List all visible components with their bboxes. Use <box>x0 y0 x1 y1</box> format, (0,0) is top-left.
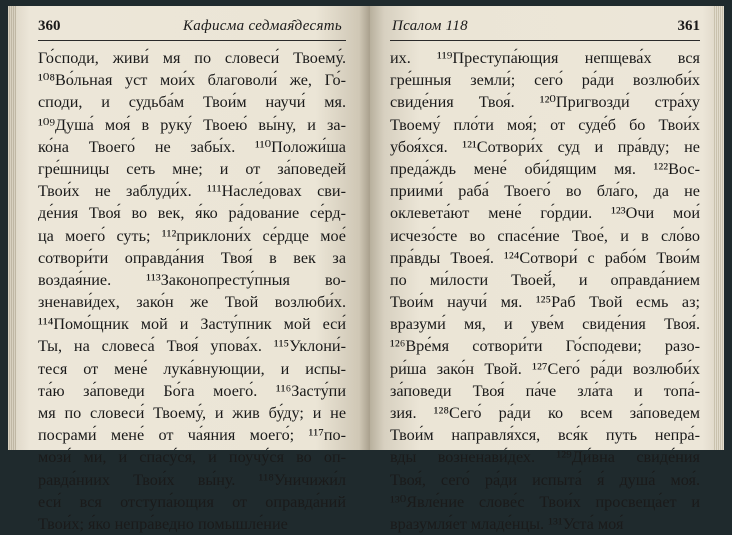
running-title-right: Псалом 118 <box>392 18 468 34</box>
text-line: Твои́м направля́хся, вся́к путь непра́- <box>390 426 700 445</box>
left-page-header <box>38 12 346 41</box>
text-line: Твои́м научи́ мя. ¹²⁵Раб Твой есмь аз; <box>390 293 700 312</box>
text-line: мози́ ми, и спасу́ся, и поучу́ся во оп- <box>38 448 346 467</box>
text-line: зненави́дех, зако́н же Твой возлюби́х. <box>38 293 346 312</box>
text-line: та́ю за́поведи Бо́га моего́. ¹¹⁶Засту́пи <box>38 381 346 400</box>
text-line: оклевета́ют мене́ го́рдии. ¹²³Очи мои́ <box>390 204 700 223</box>
text-line: приими́ раба́ Твоего́ во бла́го, да не <box>390 182 700 201</box>
text-line: свиде́ния Твоя́. ¹²⁰Пригвозди́ стра́ху <box>390 93 700 112</box>
text-line: их. ¹¹⁹Преступа́ющия непщева́х вся <box>390 49 700 67</box>
text-line: ко́на Твоего́ не забы́х. ¹¹⁰Положи́ша <box>38 137 346 156</box>
text-line: ¹⁰⁹Душа́ моя́ в руку́ Твоею́ вы́ну, и за- <box>38 115 346 134</box>
text-line: де́ния Твоя́ во век, я́ко ра́дование се́рд- <box>38 204 346 223</box>
text-line: мя по словеси́ Твоему́, и жив бу́ду; и не <box>38 404 346 422</box>
text-line: Твои́х не заблуди́х. ¹¹¹Насле́довах сви- <box>38 182 346 201</box>
text-line: ¹³⁰Явле́ние слове́с Твои́х просвеща́ет и <box>390 492 700 511</box>
text-line: зия. ¹²⁸Сего́ ра́ди ко всем за́поведем <box>390 404 700 422</box>
text-line: еси́ вся отступа́ющия от оправда́ний <box>38 492 346 511</box>
right-page-header <box>390 12 700 41</box>
text-line: ¹¹⁴Помо́щник мой и Засту́пник мой еси́ <box>38 315 346 334</box>
page-edges-left <box>8 6 16 450</box>
text-line: Ты, на словеса́ Твоя́ упова́х. ¹¹⁵Уклони́- <box>38 337 346 356</box>
text-line: ¹⁰⁸Во́льная уст мои́х благоволи́ же, Го́- <box>38 71 346 90</box>
text-line: вразумля́ет младе́нцы. ¹³¹Уста́ моя́ <box>390 514 624 533</box>
text-line: преда́ждь мене́ оби́дящим мя. ¹²²Вос- <box>390 159 700 178</box>
text-line: гре́шныя земли́; сего́ ра́ди возлюби́х <box>390 71 700 90</box>
text-line: вды возненави́дех. ¹²⁹Ди́вна свиде́ния <box>390 448 700 467</box>
right-page <box>370 6 724 533</box>
text-line: гре́шницы сеть мне; и от за́поведей <box>38 159 346 178</box>
text-line: пра́вды Твоея́. ¹²⁴Сотвори́ с рабо́м Твои́м <box>390 248 700 267</box>
right-page-text <box>390 47 700 535</box>
text-line: Твои́х; я́ко непра́ведно помышле́ние <box>38 514 288 533</box>
text-line: сотвори́ти оправда́ния Твоя́ в век за <box>38 248 346 267</box>
text-line: убоя́хся. ¹²¹Сотвори́х суд и пра́вду; не <box>390 137 700 156</box>
book-spread <box>8 6 724 533</box>
text-line: вразуми́ мя, и уве́м свиде́ния Твоя́. <box>390 315 700 334</box>
page-number-left: 360 <box>38 18 61 34</box>
text-line: Твоему́ пло́ти моя́; от суде́б бо Твои́х <box>390 115 700 134</box>
text-line: посрами́ мене́ от ча́яния моего́; ¹¹⁷по- <box>38 426 346 445</box>
text-line: по ми́лости Твоей́, и оправда́нием <box>390 270 700 289</box>
text-line: ¹²⁶Вре́мя сотвори́ти Го́сподеви; разо- <box>390 337 700 356</box>
text-line: теся от мене́ лука́внующии, и испы- <box>38 359 346 378</box>
page-edges-right <box>714 6 724 450</box>
text-line: равда́ниих Твои́х вы́ну. ¹¹⁸Уничижи́л <box>38 470 346 489</box>
left-page-text <box>38 47 346 535</box>
text-line: Твоя́, сего́ ра́ди испыта́ я́ душа́ моя́. <box>390 470 700 489</box>
page-number-right: 361 <box>677 18 700 34</box>
text-line: ца моего́ суть; ¹¹²приклони́х се́рдце мое́ <box>38 226 346 245</box>
text-line: воздая́ние. ¹¹³Законопресту́пныя во- <box>38 270 346 289</box>
text-line: за́поведи Твоя́ па́че зла́та и топа́- <box>390 381 700 400</box>
text-line: Го́споди, живи́ мя по словеси́ Твоему́. <box>38 49 346 67</box>
left-page <box>8 6 370 533</box>
text-line: споди, и судьба́м Твои́м научи́ мя. <box>38 93 346 112</box>
text-line: исчезо́сте во спасе́ние Твое́, и в сло́во <box>390 226 700 245</box>
text-line: ри́ша зако́н Твой. ¹²⁷Сего́ ра́ди возлюби́х <box>390 359 700 378</box>
running-title-left: Кафисма седмая̑десять <box>183 18 342 34</box>
